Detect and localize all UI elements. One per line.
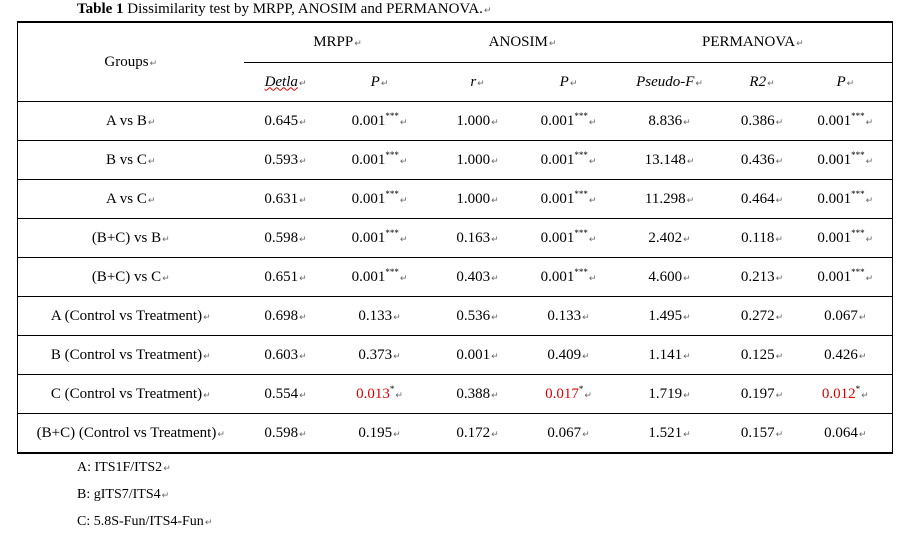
mrpp-p-cell: 0.001***↵	[328, 219, 432, 258]
group-cell: A vs C↵	[18, 180, 244, 219]
r-cell: 1.000↵	[432, 102, 524, 141]
significance-mark: ***	[851, 266, 865, 277]
perm-p-cell: 0.012*↵	[799, 375, 893, 414]
pseudo-f-cell: 8.836↵	[614, 102, 726, 141]
note-line: C: 5.8S-Fun/ITS4-Fun↵	[77, 514, 213, 529]
mrpp-p-cell: 0.001***↵	[328, 258, 432, 297]
mrpp-p-cell: 0.001***↵	[328, 180, 432, 219]
table-row	[18, 297, 893, 336]
r2-cell: 0.197↵	[726, 375, 799, 414]
anosim-p-cell: 0.001***↵	[524, 219, 614, 258]
table-row	[18, 219, 893, 258]
anosim-p-cell: 0.067↵	[524, 414, 614, 454]
pseudo-f-cell: 1.141↵	[614, 336, 726, 375]
perm-p-header: P↵	[799, 63, 893, 102]
detla-cell: 0.631↵	[244, 180, 328, 219]
significance-mark: ***	[851, 227, 865, 238]
significance-mark: ***	[574, 227, 588, 238]
table-row	[18, 180, 893, 219]
detla-header: Detla↵	[244, 63, 328, 102]
table-notes	[77, 455, 212, 536]
significance-mark: ***	[385, 188, 399, 199]
groups-header: Groups↵	[18, 22, 244, 102]
r-cell: 0.536↵	[432, 297, 524, 336]
group-cell: (B+C) vs B↵	[18, 219, 244, 258]
mrpp-p-cell: 0.001***↵	[328, 141, 432, 180]
perm-p-cell: 0.001***↵	[799, 141, 893, 180]
pseudo-f-header: Pseudo-F↵	[614, 63, 726, 102]
header-row-top	[18, 22, 893, 63]
significance-mark: ***	[574, 188, 588, 199]
detla-cell: 0.698↵	[244, 297, 328, 336]
mrpp-p-cell: 0.195↵	[328, 414, 432, 454]
anosim-header: ANOSIM↵	[432, 22, 614, 63]
significance-mark: ***	[385, 266, 399, 277]
anosim-p-cell: 0.001***↵	[524, 141, 614, 180]
pseudo-f-cell: 2.402↵	[614, 219, 726, 258]
significance-mark: ***	[385, 227, 399, 238]
anosim-p-cell: 0.133↵	[524, 297, 614, 336]
significance-mark: ***	[385, 149, 399, 160]
mrpp-p-cell: 0.373↵	[328, 336, 432, 375]
detla-cell: 0.603↵	[244, 336, 328, 375]
r2-header: R2↵	[726, 63, 799, 102]
group-cell: (B+C) vs C↵	[18, 258, 244, 297]
pseudo-f-cell: 11.298↵	[614, 180, 726, 219]
table-caption-label: Table 1	[77, 1, 124, 17]
r-header: r↵	[432, 63, 524, 102]
group-cell: A vs B↵	[18, 102, 244, 141]
r-cell: 1.000↵	[432, 141, 524, 180]
group-cell: A (Control vs Treatment)↵	[18, 297, 244, 336]
r2-cell: 0.464↵	[726, 180, 799, 219]
r2-cell: 0.386↵	[726, 102, 799, 141]
anosim-p-header: P↵	[524, 63, 614, 102]
group-cell: B vs C↵	[18, 141, 244, 180]
significance-mark: ***	[851, 188, 865, 199]
mrpp-p-cell: 0.001***↵	[328, 102, 432, 141]
significance-mark: ***	[851, 110, 865, 121]
group-cell: B (Control vs Treatment)↵	[18, 336, 244, 375]
table-row	[18, 336, 893, 375]
pseudo-f-cell: 1.521↵	[614, 414, 726, 454]
perm-p-cell: 0.067↵	[799, 297, 893, 336]
table-row	[18, 375, 893, 414]
significance-mark: *	[578, 383, 584, 394]
significance-mark: ***	[574, 266, 588, 277]
table-row	[18, 414, 893, 454]
significance-mark: ***	[385, 110, 399, 121]
table-caption-text: Dissimilarity test by MRPP, ANOSIM and PERMANOVA.	[123, 1, 483, 17]
anosim-p-cell: 0.001***↵	[524, 258, 614, 297]
anosim-p-cell: 0.409↵	[524, 336, 614, 375]
mrpp-p-cell: 0.133↵	[328, 297, 432, 336]
anosim-p-cell: 0.001***↵	[524, 180, 614, 219]
perm-p-cell: 0.064↵	[799, 414, 893, 454]
r2-cell: 0.213↵	[726, 258, 799, 297]
perm-p-cell: 0.001***↵	[799, 180, 893, 219]
table-row	[18, 258, 893, 297]
detla-cell: 0.598↵	[244, 414, 328, 454]
detla-cell: 0.645↵	[244, 102, 328, 141]
mrpp-p-header: P↵	[328, 63, 432, 102]
dissimilarity-table	[17, 21, 893, 454]
note-line: B: gITS7/ITS4↵	[77, 487, 170, 502]
significance-mark: *	[855, 383, 861, 394]
anosim-p-cell: 0.017*↵	[524, 375, 614, 414]
detla-cell: 0.598↵	[244, 219, 328, 258]
pseudo-f-cell: 1.495↵	[614, 297, 726, 336]
r-cell: 0.388↵	[432, 375, 524, 414]
perm-p-cell: 0.001***↵	[799, 258, 893, 297]
pseudo-f-cell: 4.600↵	[614, 258, 726, 297]
significance-mark: ***	[574, 110, 588, 121]
r-cell: 0.403↵	[432, 258, 524, 297]
group-cell: C (Control vs Treatment)↵	[18, 375, 244, 414]
mrpp-header: MRPP↵	[244, 22, 432, 63]
significance-mark: *	[389, 383, 395, 394]
perm-p-cell: 0.001***↵	[799, 102, 893, 141]
detla-cell: 0.593↵	[244, 141, 328, 180]
pseudo-f-cell: 13.148↵	[614, 141, 726, 180]
table-caption	[77, 0, 491, 20]
permanova-header: PERMANOVA↵	[614, 22, 893, 63]
mrpp-p-cell: 0.013*↵	[328, 375, 432, 414]
perm-p-cell: 0.426↵	[799, 336, 893, 375]
r-cell: 0.163↵	[432, 219, 524, 258]
r-cell: 0.172↵	[432, 414, 524, 454]
r2-cell: 0.118↵	[726, 219, 799, 258]
table-row	[18, 102, 893, 141]
group-cell: (B+C) (Control vs Treatment)↵	[18, 414, 244, 454]
r-cell: 0.001↵	[432, 336, 524, 375]
r2-cell: 0.436↵	[726, 141, 799, 180]
note-line: A: ITS1F/ITS2↵	[77, 460, 171, 475]
significance-mark: ***	[574, 149, 588, 160]
table-row	[18, 141, 893, 180]
anosim-p-cell: 0.001***↵	[524, 102, 614, 141]
significance-mark: ***	[851, 149, 865, 160]
r-cell: 1.000↵	[432, 180, 524, 219]
r2-cell: 0.157↵	[726, 414, 799, 454]
r2-cell: 0.272↵	[726, 297, 799, 336]
detla-cell: 0.651↵	[244, 258, 328, 297]
pseudo-f-cell: 1.719↵	[614, 375, 726, 414]
perm-p-cell: 0.001***↵	[799, 219, 893, 258]
r2-cell: 0.125↵	[726, 336, 799, 375]
paragraph-mark-icon: ↵	[483, 6, 492, 16]
detla-cell: 0.554↵	[244, 375, 328, 414]
